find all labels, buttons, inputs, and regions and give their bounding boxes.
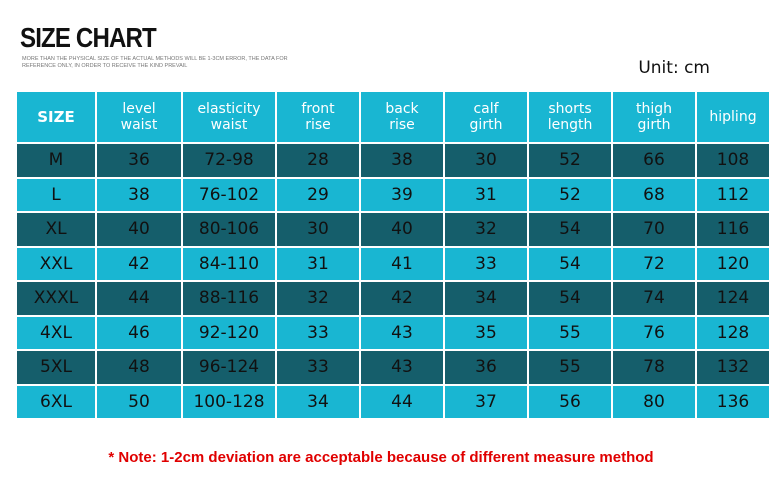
measurement-cell: 68	[613, 179, 695, 212]
measurement-cell: 128	[697, 317, 769, 350]
column-header-line: waist	[210, 117, 248, 133]
column-header	[17, 92, 95, 142]
size-cell: 5XL	[17, 351, 95, 384]
measurement-cell: 35	[445, 317, 527, 350]
measurement-cell: 52	[529, 144, 611, 177]
column-header-line: level	[122, 101, 156, 117]
measurement-cell: 54	[529, 282, 611, 315]
column-header-line: rise	[305, 117, 331, 133]
column-header	[183, 92, 275, 142]
measurement-cell: 42	[361, 282, 443, 315]
column-header-line: calf	[473, 101, 499, 117]
measurement-cell: 100-128	[183, 386, 275, 419]
column-header-line: hipling	[709, 109, 757, 125]
measurement-cell: 56	[529, 386, 611, 419]
measurement-cell: 55	[529, 317, 611, 350]
measurement-cell: 74	[613, 282, 695, 315]
measurement-cell: 30	[445, 144, 527, 177]
column-header	[697, 92, 769, 142]
measurement-cell: 136	[697, 386, 769, 419]
deviation-note: * Note: 1-2cm deviation are acceptable because of different measure method	[108, 449, 654, 466]
measurement-cell: 37	[445, 386, 527, 419]
table-row	[17, 248, 769, 281]
measurement-cell: 48	[97, 351, 181, 384]
size-cell: 4XL	[17, 317, 95, 350]
measurement-cell: 31	[445, 179, 527, 212]
header-row	[17, 92, 769, 142]
disclaimer-text: MORE THAN THE PHYSICAL SIZE OF THE ACTUAL METHODS WILL BE 1-3CM ERROR, THE DATA FOR REFERENCE ONLY, IN ORDER TO RECEIVE THE KIND PREVAIL	[22, 56, 288, 69]
measurement-cell: 44	[361, 386, 443, 419]
measurement-cell: 31	[277, 248, 359, 281]
unit-label: Unit: cm	[638, 58, 710, 78]
measurement-cell: 34	[445, 282, 527, 315]
measurement-cell: 76-102	[183, 179, 275, 212]
table-row	[17, 386, 769, 419]
measurement-cell: 32	[445, 213, 527, 246]
table-body	[17, 144, 769, 418]
column-header-line: girth	[469, 117, 503, 133]
size-cell: XXXL	[17, 282, 95, 315]
measurement-cell: 112	[697, 179, 769, 212]
measurement-cell: 28	[277, 144, 359, 177]
measurement-cell: 78	[613, 351, 695, 384]
measurement-cell: 72-98	[183, 144, 275, 177]
size-cell: XXL	[17, 248, 95, 281]
measurement-cell: 132	[697, 351, 769, 384]
measurement-cell: 80	[613, 386, 695, 419]
column-header-line: rise	[389, 117, 415, 133]
measurement-cell: 40	[361, 213, 443, 246]
column-header-line: front	[301, 101, 335, 117]
column-header-line: girth	[637, 117, 671, 133]
column-header	[97, 92, 181, 142]
size-cell: 6XL	[17, 386, 95, 419]
measurement-cell: 29	[277, 179, 359, 212]
measurement-cell: 55	[529, 351, 611, 384]
measurement-cell: 54	[529, 213, 611, 246]
column-header-line: waist	[120, 117, 158, 133]
measurement-cell: 46	[97, 317, 181, 350]
column-header-line: shorts	[548, 101, 592, 117]
measurement-cell: 44	[97, 282, 181, 315]
measurement-cell: 36	[445, 351, 527, 384]
measurement-cell: 50	[97, 386, 181, 419]
measurement-cell: 36	[97, 144, 181, 177]
column-header	[277, 92, 359, 142]
measurement-cell: 72	[613, 248, 695, 281]
measurement-cell: 42	[97, 248, 181, 281]
measurement-cell: 52	[529, 179, 611, 212]
column-header	[613, 92, 695, 142]
column-header-line: back	[385, 101, 419, 117]
column-header	[361, 92, 443, 142]
measurement-cell: 108	[697, 144, 769, 177]
measurement-cell: 43	[361, 317, 443, 350]
measurement-cell: 34	[277, 386, 359, 419]
measurement-cell: 40	[97, 213, 181, 246]
table-row	[17, 144, 769, 177]
measurement-cell: 120	[697, 248, 769, 281]
page-title: SIZE CHART	[20, 22, 156, 53]
column-header-line: length	[547, 117, 593, 133]
measurement-cell: 88-116	[183, 282, 275, 315]
table-row	[17, 351, 769, 384]
column-header-line: elasticity	[197, 101, 261, 117]
measurement-cell: 39	[361, 179, 443, 212]
size-cell: M	[17, 144, 95, 177]
size-cell: XL	[17, 213, 95, 246]
column-header	[445, 92, 527, 142]
measurement-cell: 70	[613, 213, 695, 246]
measurement-cell: 33	[277, 317, 359, 350]
measurement-cell: 96-124	[183, 351, 275, 384]
measurement-cell: 33	[445, 248, 527, 281]
measurement-cell: 38	[97, 179, 181, 212]
measurement-cell: 54	[529, 248, 611, 281]
table-row	[17, 282, 769, 315]
measurement-cell: 92-120	[183, 317, 275, 350]
table-row	[17, 317, 769, 350]
table-row	[17, 213, 769, 246]
measurement-cell: 116	[697, 213, 769, 246]
measurement-cell: 30	[277, 213, 359, 246]
measurement-cell: 38	[361, 144, 443, 177]
measurement-cell: 84-110	[183, 248, 275, 281]
measurement-cell: 41	[361, 248, 443, 281]
column-header	[529, 92, 611, 142]
measurement-cell: 66	[613, 144, 695, 177]
measurement-cell: 32	[277, 282, 359, 315]
column-header-line: SIZE	[37, 108, 75, 126]
size-chart-table	[15, 90, 771, 420]
column-header-line: thigh	[635, 101, 672, 117]
measurement-cell: 43	[361, 351, 443, 384]
measurement-cell: 80-106	[183, 213, 275, 246]
measurement-cell: 76	[613, 317, 695, 350]
table-row	[17, 179, 769, 212]
size-cell: L	[17, 179, 95, 212]
measurement-cell: 124	[697, 282, 769, 315]
measurement-cell: 33	[277, 351, 359, 384]
